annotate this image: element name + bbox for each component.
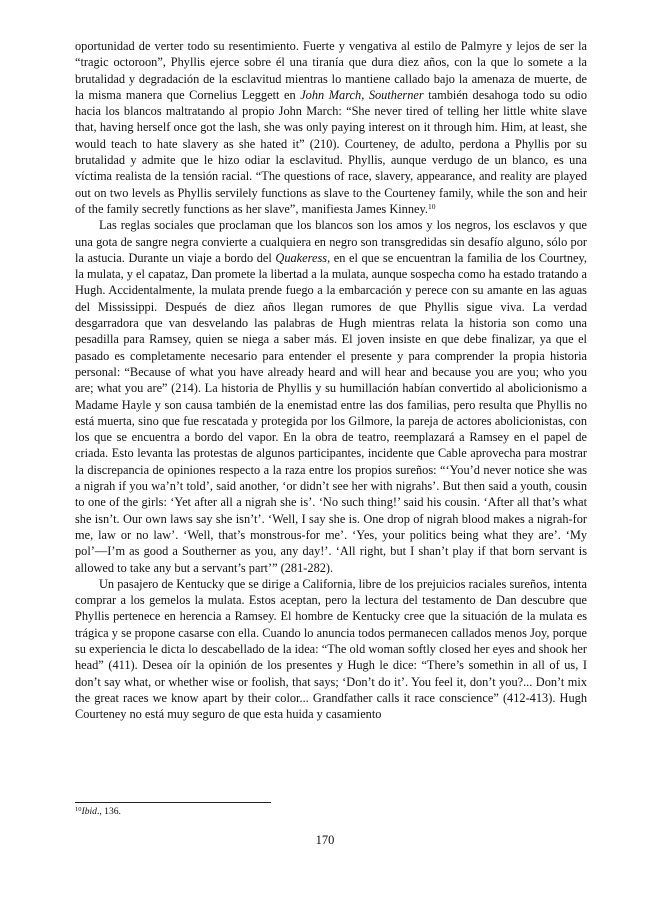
footnote-reference[interactable]: 10 [427, 201, 436, 211]
footnote-ibid: Ibid [81, 806, 97, 817]
paragraph-1 [75, 38, 587, 217]
text-run: , en el que se encuentran la familia de los Courtney, la mulata, y el capataz, Dan promete la libertad a la mulata, aunque sospecha como ha estado tratando a Hugh. Accidentalmente, la mulata prende fuego a la embarcación y perece con su amante en las aguas del Mississippi. Después de diez años llegan rumores de que Phyllis sigue viva. La verdad desgarradora que van desvelando las palabras de Hugh mientras relata la historia son como una pesadilla para Ramsey, quien se niega a saber más. El joven insiste en que debe finalizar, ya que el pasado es completamente necesario para entender el presente y para comprender la propia historia personal: “Because of what you have already heard and will hear and because you are you; who you are; what you are” (214). La historia de Phyllis y su humillación habían convertido al abolicionismo a Madame Hayle y son causa también de la enemistad entre las dos familias, pero resulta que Phyllis no está muerta, sino que fue rescatada y protegida por los Gilmore, la pareja de actores abolicionistas, con los que se encuentra a bordo del vapor. En la obra de teatro, reemplazará a Ramsey en el papel de criada. Esto levanta las protestas de algunos participantes, incidente que Cable aprovecha para mostrar la discrepancia de opiniones respecto a la raza entre los propios sureños: “‘You’d never notice she was a nigrah if you wa’n’t told’, said another, ‘or didn’t see her with nigrahs’. But then said a youth, cousin to one of the girls: ‘Yet after all a nigrah she is’. ‘No such thing!’ said his cousin. ‘After all that’s what she isn’t. Our own laws say she isn’t’. ‘Well, I say she is. One drop of nigrah blood makes a nigrah-for me, law or no law’. ‘Well, that’s monstrous-for me’. ‘Yes, your politics being what they are’. ‘My pol’—I’m as good a Southerner as you, any day!’. ‘All right, but I shan’t play if that born servant is allowed to take any but a servant’s part’” (281-282). [75, 250, 587, 575]
text-run: también desahoga todo su odio hacia los blancos maltratando al propio John March: “She never tired of telling her little white slave that, having herself once got the lash, she was only paying interest on it through him. Him, at least, she would teach to hate slavery as she hated it” (210). Courteney, de adulto, perdona a Phyllis por su brutalidad y admite que le hizo odiar la esclavitud. Phyllis, aunque verdugo de un blanco, es una víctima realista de la tensión racial. “The questions of race, slavery, appearance, and reality are played out on two levels as Phyllis servilely functions as slave to the Courteney family, while the son and heir of the family secretly functions as her slave”, manifiesta James Kinney. [75, 87, 587, 216]
text-run: Un pasajero de Kentucky que se dirige a California, libre de los prejuicios raciales sureños, intenta comprar a los gemelos la mulata. Estos aceptan, pero la lectura del testamento de Dan descubre que Phyllis pertenece en herencia a Ramsey. El hombre de Kentucky cree que la situación de la mulata es trágica y se propone casarse con ella. Cuando lo anuncia todos permanecen callados menos Joy, porque su experiencia le dicta lo descabellado de la idea: “The old woman softly closed her eyes and shook her head” (411). Desea oír la opinión de los presentes y Hugh le dice: “There’s somethin in all of us, I don’t say what, or whether wise or foolish, that says; ‘Don’t do it’. You feel it, don’t you?... Don’t mix the great races we know apart by their color... Grandfather calls it race conscience” (412-413). Hugh Courteney no está muy seguro de que esta huida y casamiento [75, 576, 587, 722]
text-run: , [361, 87, 369, 102]
paragraph-3 [75, 576, 587, 723]
paragraph-2 [75, 217, 587, 576]
book-title-southerner: Southerner [368, 87, 424, 102]
book-title-john-march: John March [300, 87, 362, 102]
main-text [75, 38, 587, 722]
text-run: oportunidad de verter todo su resentimiento. Fuerte y vengativa al estilo de Palmyre y lejos de ser la “tragic octoroon”, Phyllis ejerce sobre él una tiranía que dura diez años, con la que lo somete a la brutalidad y degradación de la esclavitud mientras lo mantiene callado bajo la amenaza de muerte, de la misma manera que Cornelius Leggett en [75, 39, 587, 102]
page-number: 170 [315, 833, 335, 847]
footnote [75, 806, 121, 818]
footnote-number: 10 [75, 806, 82, 813]
footnote-text: ., 136. [96, 806, 121, 817]
footnote-divider [75, 802, 271, 803]
ship-name-quakeress: Quakeress [275, 250, 328, 265]
text-run: Las reglas sociales que proclaman que los blancos son los amos y los negros, los esclavos y que una gota de sangre negra convierte a cualquiera en negro son transgredidas sin desafío alguno, sólo por la astucia. Durante un viaje a bordo del [75, 218, 587, 265]
